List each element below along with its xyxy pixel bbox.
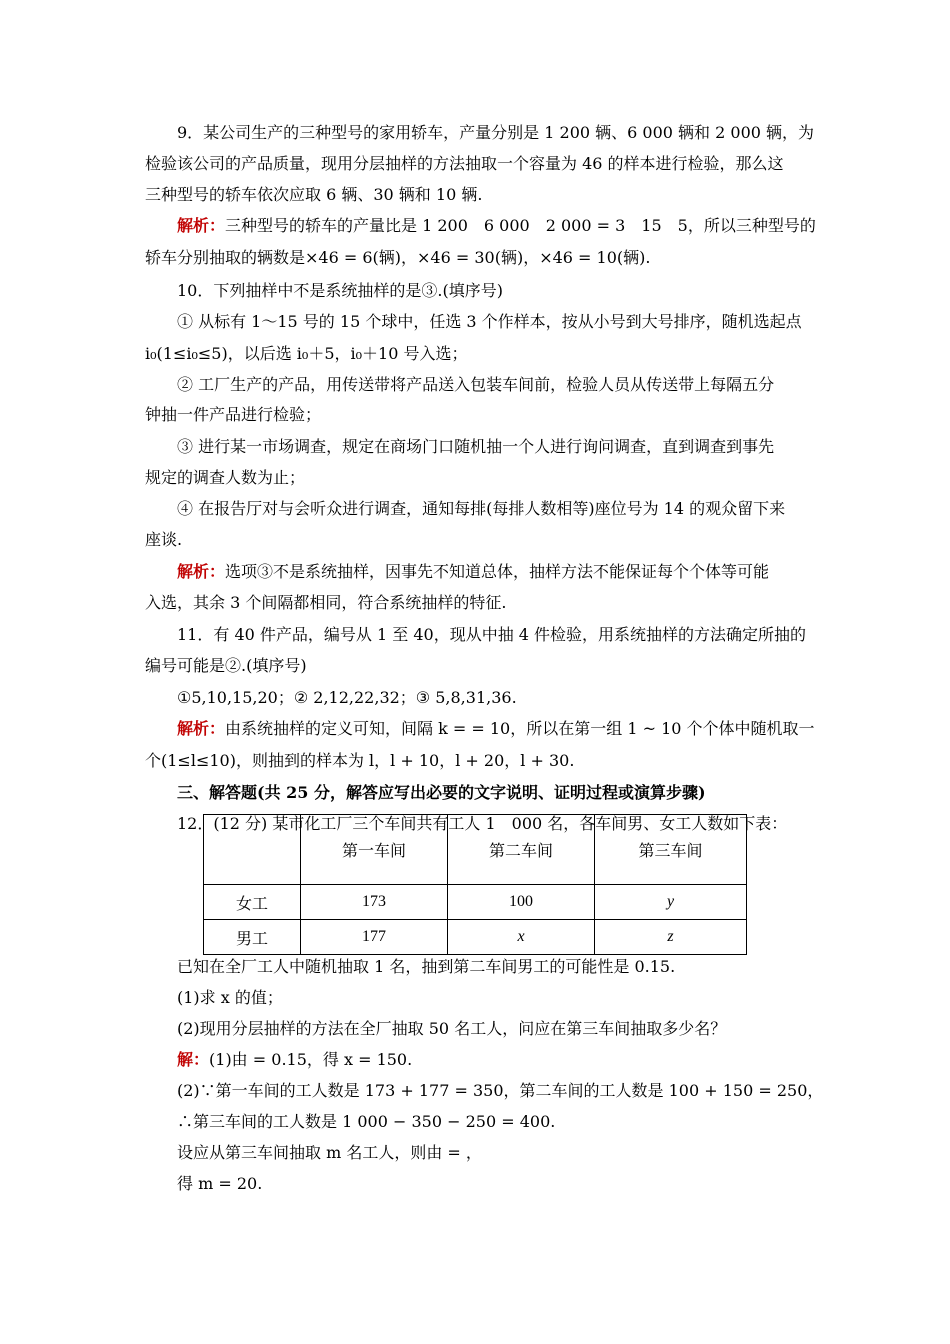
q9-line-1: 9．某公司生产的三种型号的家用轿车，产量分别是 1 200 辆、6 000 辆和 2 000 辆，为 bbox=[177, 123, 815, 142]
table-header-row bbox=[204, 815, 747, 885]
table-cell: 100 bbox=[448, 885, 595, 920]
table-cell: 男工 bbox=[204, 920, 301, 955]
s12-line-1 bbox=[177, 1049, 412, 1071]
table-row bbox=[204, 885, 747, 920]
q10-option-1b: i₀(1≤i₀≤5)，以后选 i₀＋5，i₀＋10 号入选； bbox=[145, 344, 468, 363]
answer-label: 解析： bbox=[177, 562, 226, 581]
workshop-table bbox=[203, 814, 747, 955]
a11-text-1: 由系统抽样的定义可知，间隔 k = = 10，所以在第一组 1 ~ 10 个个体中随机取一 bbox=[225, 719, 815, 738]
table-header-cell bbox=[204, 815, 301, 885]
table-cell: z bbox=[595, 920, 747, 955]
a11-line-2: 个(1≤l≤10)，则抽到的样本为 l，l + 10，l + 20，l + 30. bbox=[145, 751, 575, 770]
a10-line-1 bbox=[177, 561, 769, 583]
q11-options: ①5,10,15,20；② 2,12,22,32；③ 5,8,31,36. bbox=[177, 688, 517, 707]
answer-label: 解析： bbox=[177, 216, 226, 235]
q10-option-3b: 规定的调查人数为止； bbox=[145, 468, 306, 487]
solution-label: 解： bbox=[177, 1050, 210, 1069]
q10-option-1a: ① 从标有 1～15 号的 15 个球中，任选 3 个作样本，按从小号到大号排序，随机选起点 bbox=[177, 312, 802, 331]
q10-option-3a: ③ 进行某一市场调查，规定在商场门口随机抽一个人进行询问调查，直到调查到事先 bbox=[177, 437, 775, 456]
a11-line-1 bbox=[177, 718, 815, 740]
q10-line: 10．下列抽样中不是系统抽样的是③.(填序号) bbox=[177, 281, 503, 300]
q9-line-3: 三种型号的轿车依次应取 6 辆、30 辆和 10 辆. bbox=[145, 185, 483, 204]
q11-line-2: 编号可能是②.(填序号) bbox=[145, 656, 307, 675]
a10-line-2: 入选，其余 3 个间隔都相同，符合系统抽样的特征. bbox=[145, 593, 507, 612]
answer-label: 解析： bbox=[177, 719, 226, 738]
table-cell: 177 bbox=[301, 920, 448, 955]
q12-part-1: (1)求 x 的值； bbox=[177, 988, 283, 1007]
q12-known: 已知在全厂工人中随机抽取 1 名，抽到第二车间男工的可能性是 0.15. bbox=[177, 957, 676, 976]
table-cell: x bbox=[448, 920, 595, 955]
q10-option-2a: ② 工厂生产的产品，用传送带将产品送入包装车间前，检验人员从传送带上每隔五分 bbox=[177, 375, 775, 394]
table-row bbox=[204, 920, 747, 955]
s12-text-1: (1)由 = 0.15，得 x = 150. bbox=[209, 1050, 413, 1069]
table-header-cell: 第一车间 bbox=[301, 815, 448, 885]
q10-option-4b: 座谈. bbox=[145, 530, 183, 549]
table-cell: y bbox=[595, 885, 747, 920]
q10-option-2b: 钟抽一件产品进行检验； bbox=[145, 405, 322, 424]
q12-line: 12．(12 分) 某市化工厂三个车间共有工人 1 000 名，各车间男、女工人数如下表： bbox=[177, 814, 788, 833]
a9-line-1 bbox=[177, 215, 816, 237]
q11-line-1: 11．有 40 件产品，编号从 1 至 40，现从中抽 4 件检验，用系统抽样的方法确定所抽的 bbox=[177, 625, 807, 644]
table-cell: 173 bbox=[301, 885, 448, 920]
s12-line-3: ∴第三车间的工人数是 1 000 − 350 − 250 = 400. bbox=[177, 1112, 556, 1131]
a9-text-1: 三种型号的轿车的产量比是 1 200 6 000 2 000 = 3 15 5，所以三种型号的 bbox=[225, 216, 816, 235]
a10-text-1: 选项③不是系统抽样，因事先不知道总体，抽样方法不能保证每个个体等可能 bbox=[225, 562, 770, 581]
q10-option-4a: ④ 在报告厅对与会听众进行调查，通知每排(每排人数相等)座位号为 14 的观众留下来 bbox=[177, 499, 786, 518]
section-heading: 三、解答题(共 25 分，解答应写出必要的文字说明、证明过程或演算步骤) bbox=[177, 783, 706, 802]
table-header-cell: 第三车间 bbox=[595, 815, 747, 885]
a9-line-2: 轿车分别抽取的辆数是×46 = 6(辆)，×46 = 30(辆)，×46 = 10(辆). bbox=[145, 248, 651, 267]
s12-line-2: (2)∵第一车间的工人数是 173 + 177 = 350，第二车间的工人数是 100 + 150 = 250， bbox=[177, 1081, 824, 1100]
q12-part-2: (2)现用分层抽样的方法在全厂抽取 50 名工人，问应在第三车间抽取多少名？ bbox=[177, 1019, 727, 1038]
s12-line-4: 设应从第三车间抽取 m 名工人，则由 = ， bbox=[177, 1143, 482, 1162]
table-header-cell: 第二车间 bbox=[448, 815, 595, 885]
s12-line-5: 得 m = 20. bbox=[177, 1174, 263, 1193]
table-cell: 女工 bbox=[204, 885, 301, 920]
q9-line-2: 检验该公司的产品质量，现用分层抽样的方法抽取一个容量为 46 的样本进行检验，那么这 bbox=[145, 154, 784, 173]
